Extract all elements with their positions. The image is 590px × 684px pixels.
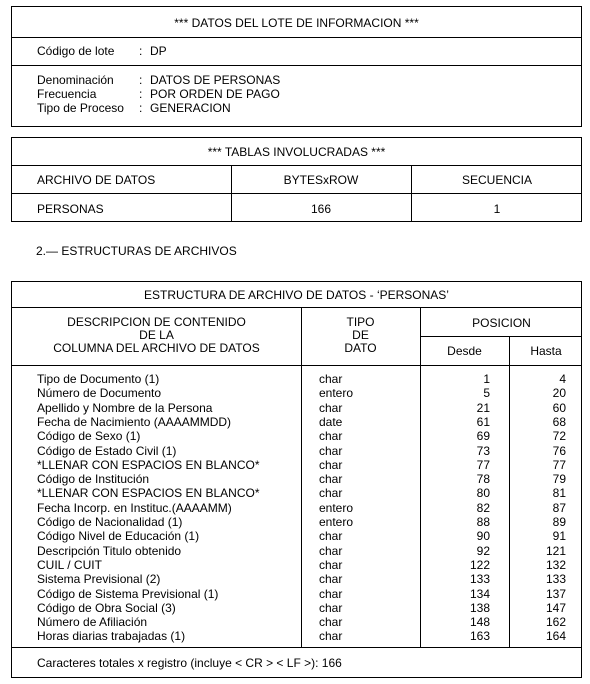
codigo-label: Código de lote (37, 44, 115, 58)
header-hasta: Hasta (530, 344, 562, 358)
row-desc: Fecha Incorp. en Instituc.(AAAAMM) (37, 501, 232, 515)
row-hasta: 132 (545, 558, 566, 572)
row-desde: 77 (476, 458, 490, 472)
table-row (12, 372, 583, 386)
row-tipo: char (319, 458, 343, 472)
estructura-divider-header (12, 365, 581, 366)
table-row (12, 458, 583, 472)
row-tipo: entero (319, 386, 354, 400)
row-tipo: char (319, 429, 343, 443)
tipo-proceso-sep: : (139, 101, 143, 115)
estructura-title: ESTRUCTURA DE ARCHIVO DE DATOS - ‘PERSONAS’ (144, 288, 449, 302)
row-hasta: 81 (552, 486, 566, 500)
header-tipo-line-1: TIPO (346, 315, 375, 329)
denominacion-label: Denominación (37, 73, 114, 87)
tablas-title: *** TABLAS INVOLUCRADAS *** (207, 145, 386, 159)
table-row (12, 515, 583, 529)
header-tipo-line-3: DATO (344, 341, 377, 355)
tablas-cell-archivo: PERSONAS (37, 202, 104, 216)
row-tipo: char (319, 444, 343, 458)
row-desc: Apellido y Nombre de la Persona (37, 401, 213, 415)
row-desde: 92 (476, 544, 490, 558)
row-desde: 138 (469, 601, 490, 615)
tablas-header-archivo: ARCHIVO DE DATOS (37, 173, 156, 187)
lote-title: *** DATOS DEL LOTE DE INFORMACION *** (174, 16, 419, 30)
table-row (12, 472, 583, 486)
codigo-value: DP (150, 44, 167, 58)
estructura-divider-title (12, 307, 581, 308)
row-hasta: 147 (545, 601, 566, 615)
row-tipo: char (319, 587, 343, 601)
row-desc: *LLENAR CON ESPACIOS EN BLANCO* (37, 486, 260, 500)
header-desc-line-2: DE LA (139, 328, 174, 342)
row-desde: 163 (469, 629, 490, 643)
row-hasta: 20 (552, 386, 566, 400)
row-desc: Fecha de Nacimiento (AAAAMMDD) (37, 415, 232, 429)
codigo-sep: : (139, 44, 143, 58)
row-desc: Número de Documento (37, 386, 162, 400)
row-hasta: 4 (559, 372, 566, 386)
row-desde: 82 (476, 501, 490, 515)
row-hasta: 121 (545, 544, 566, 558)
row-hasta: 77 (552, 458, 566, 472)
lote-divider-2 (12, 65, 581, 66)
row-desde: 69 (476, 429, 490, 443)
row-hasta: 72 (552, 429, 566, 443)
table-row (12, 572, 583, 586)
tipo-proceso-label: Tipo de Proceso (37, 101, 124, 115)
row-desde: 88 (476, 515, 490, 529)
row-hasta: 91 (552, 529, 566, 543)
row-tipo: char (319, 529, 343, 543)
table-row (12, 587, 583, 601)
table-row (12, 444, 583, 458)
row-desc: Código de Nacionalidad (1) (37, 515, 183, 529)
table-row (12, 615, 583, 629)
row-desde: 80 (476, 486, 490, 500)
row-desde: 134 (469, 587, 490, 601)
estructura-box (11, 281, 582, 678)
table-row (12, 401, 583, 415)
frecuencia-sep: : (139, 87, 143, 101)
table-row (12, 486, 583, 500)
section-heading: 2.— ESTRUCTURAS DE ARCHIVOS (36, 244, 237, 258)
table-row (12, 415, 583, 429)
row-desc: Código de Estado Civil (1) (37, 444, 177, 458)
row-tipo: date (319, 415, 343, 429)
row-desc: Horas diarias trabajadas (1) (37, 629, 186, 643)
denominacion-value: DATOS DE PERSONAS (150, 73, 281, 87)
frecuencia-label: Frecuencia (37, 87, 97, 101)
row-tipo: char (319, 544, 343, 558)
header-tipo-line-2: DE (352, 328, 369, 342)
tablas-cell-secuencia: 1 (493, 202, 501, 216)
row-tipo: char (319, 558, 343, 572)
table-row (12, 501, 583, 515)
table-row (12, 429, 583, 443)
row-desde: 5 (483, 386, 490, 400)
row-desc: Descripción Titulo obtenido (37, 544, 182, 558)
row-hasta: 76 (552, 444, 566, 458)
row-hasta: 87 (552, 501, 566, 515)
tablas-header-secuencia: SECUENCIA (461, 173, 532, 187)
row-tipo: char (319, 472, 343, 486)
header-desc-line-3: COLUMNA DEL ARCHIVO DE DATOS (53, 341, 260, 355)
row-desde: 90 (476, 529, 490, 543)
estructura-divider-footer (12, 647, 581, 648)
row-desde: 61 (476, 415, 490, 429)
frecuencia-value: POR ORDEN DE PAGO (150, 87, 280, 101)
table-row (12, 386, 583, 400)
table-row (12, 629, 583, 643)
row-desde: 148 (469, 615, 490, 629)
lote-box (11, 6, 582, 127)
estructura-footer: Caracteres totales x registro (incluye < CR > < LF >): 166 (37, 656, 342, 670)
tablas-header-bytes: BYTESxROW (283, 173, 359, 187)
row-tipo: char (319, 629, 343, 643)
header-posicion: POSICION (472, 316, 531, 330)
row-desc: Código Nivel de Educación (1) (37, 529, 200, 543)
row-hasta: 68 (552, 415, 566, 429)
header-desde: Desde (447, 344, 482, 358)
row-hasta: 60 (552, 401, 566, 415)
row-hasta: 162 (545, 615, 566, 629)
row-desde: 1 (483, 372, 490, 386)
tablas-divider-2 (12, 193, 581, 194)
row-tipo: char (319, 615, 343, 629)
table-row (12, 544, 583, 558)
row-desc: CUIL / CUIT (37, 558, 102, 572)
table-row (12, 601, 583, 615)
row-desc: *LLENAR CON ESPACIOS EN BLANCO* (37, 458, 260, 472)
row-tipo: entero (319, 515, 354, 529)
row-desc: Tipo de Documento (1) (37, 372, 160, 386)
row-desc: Código de Obra Social (3) (37, 601, 176, 615)
tipo-proceso-value: GENERACION (150, 101, 231, 115)
tablas-divider-1 (12, 165, 581, 166)
row-hasta: 137 (545, 587, 566, 601)
row-tipo: char (319, 486, 343, 500)
row-desc: Número de Afiliación (37, 615, 148, 629)
row-hasta: 79 (552, 472, 566, 486)
row-desde: 122 (469, 558, 490, 572)
posicion-underline (420, 336, 581, 337)
row-tipo: char (319, 572, 343, 586)
row-desde: 78 (476, 472, 490, 486)
row-desde: 133 (469, 572, 490, 586)
table-row (12, 529, 583, 543)
row-hasta: 164 (545, 629, 566, 643)
row-desde: 21 (476, 401, 490, 415)
lote-divider-1 (12, 37, 581, 38)
tablas-box (11, 137, 582, 222)
row-tipo: entero (319, 501, 354, 515)
row-desc: Código de Sistema Previsional (1) (37, 587, 219, 601)
header-desc-line-1: DESCRIPCION DE CONTENIDO (67, 315, 246, 329)
row-hasta: 133 (545, 572, 566, 586)
row-desc: Código de Institución (37, 472, 150, 486)
row-tipo: char (319, 601, 343, 615)
row-desc: Sistema Previsional (2) (37, 572, 161, 586)
row-tipo: char (319, 372, 343, 386)
row-hasta: 89 (552, 515, 566, 529)
denominacion-sep: : (139, 73, 143, 87)
table-row (12, 558, 583, 572)
row-tipo: char (319, 401, 343, 415)
tablas-cell-bytes: 166 (310, 202, 332, 216)
row-desc: Código de Sexo (1) (37, 429, 141, 443)
row-desde: 73 (476, 444, 490, 458)
